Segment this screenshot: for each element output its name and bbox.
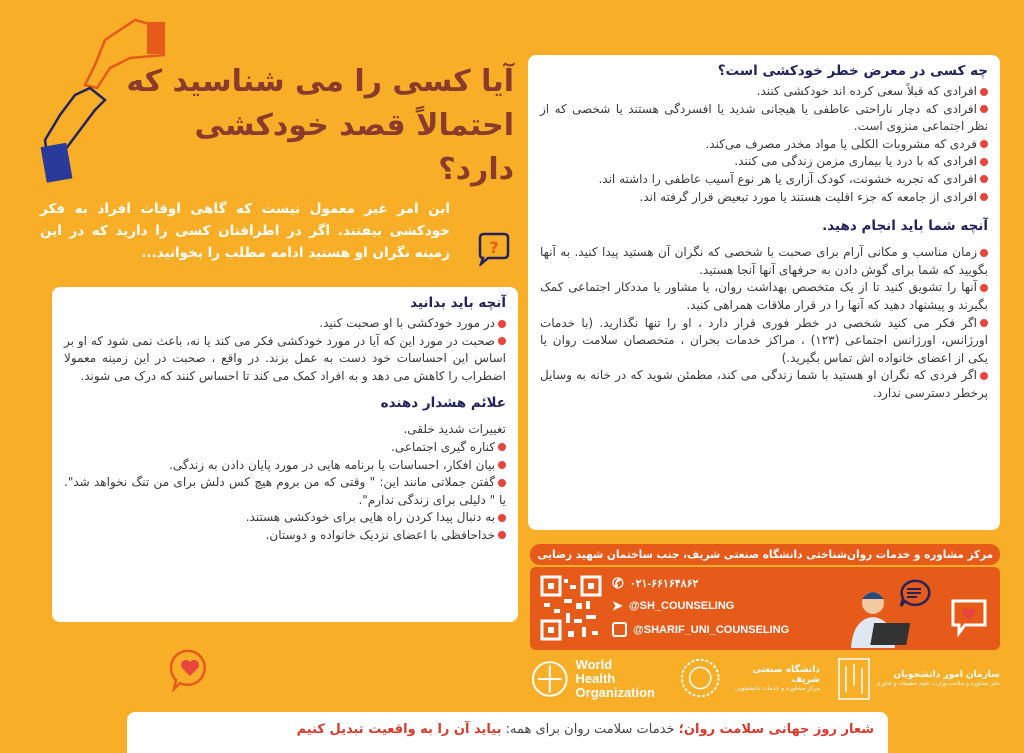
bullet-icon	[498, 320, 506, 328]
list-item: فردی که مشروبات الکلی یا مواد مخدر مصرف می‌کند.	[540, 136, 988, 154]
list-item: افرادی که با درد یا بیماری مزمن زندگی می کنند.	[540, 153, 988, 171]
bullet-icon	[980, 249, 988, 257]
phone-line[interactable]: ✆ ۰۲۱-۶۶۱۶۴۸۶۲	[612, 575, 699, 591]
address-text: مرکز مشاوره و خدمات روان‌شناختی دانشگاه صنعتی شریف، جنب ساختمان شهید رضایی	[537, 547, 993, 561]
title-line-1: آیا کسی را می شناسید که	[126, 64, 514, 99]
telegram-line[interactable]: ➤ @SH_COUNSELING	[612, 598, 735, 613]
bullet-icon	[498, 531, 506, 539]
list-item: آنها را تشویق کنید تا از یک متخصص بهداشت روان، یا مشاور یا مددکار اجتماعی کمک بگیرند و پیشنهاد دهید که آنها را در قرار ملاقات همراهی کنید.	[540, 280, 988, 312]
know-heading: آنچه باید بدانید	[410, 295, 506, 311]
bullet-icon	[498, 443, 506, 451]
bullet-icon	[980, 319, 988, 327]
telegram-icon: ➤	[612, 598, 623, 613]
instagram-icon	[612, 622, 627, 637]
svg-text:?: ?	[489, 238, 499, 257]
sharif-emblem-icon	[680, 657, 720, 699]
bullet-icon	[498, 337, 506, 345]
intro-text: این امر غیر معمول نیست که گاهی اوقات افراد به فکر خودکشی بیفتند. اگر در اطرافتان کسی را دارید که در این زمینه نگران او هستید ادامه مطلب را بخوانید...	[40, 201, 450, 261]
title-line-2: احتمالاً قصد خودکشی دارد؟	[194, 108, 514, 187]
todo-list	[540, 244, 988, 402]
bullet-icon	[980, 193, 988, 201]
know-list	[64, 315, 506, 385]
question-bubble-icon	[476, 232, 510, 266]
list-item: به دنبال پیدا کردن راه هایی برای خودکشی هستند.	[64, 509, 506, 527]
know-and-warning-card	[52, 287, 518, 622]
instagram-line[interactable]: @SHARIF_UNI_COUNSELING	[612, 622, 789, 637]
who-emblem-icon	[530, 659, 570, 699]
counselor-illustration	[835, 573, 995, 648]
student-affairs-emblem-icon	[836, 656, 872, 702]
sharif-logo: دانشگاه صنعتی شریف مرکز مشاوره و خدمات دانشجویی	[680, 655, 820, 701]
page-title	[114, 60, 514, 192]
list-item: اگر فکر می کنید شخصی در خطر فوری قرار دارد ، او را تنها نگذارید. (با خدمات اورژانس، اورژانس اجتماعی (۱۲۳) ، مراکز خدمات بحران ، متخصصان سلامت روان یا یکی از اعضای خانواده اش تماس بگیرید.)	[540, 315, 988, 365]
bullet-icon	[980, 284, 988, 292]
who-logo: World Health Organization	[530, 657, 655, 701]
phone-icon: ✆	[612, 575, 624, 591]
bullet-icon	[980, 372, 988, 380]
bullet-icon	[498, 461, 506, 469]
warning-list	[64, 421, 506, 544]
list-item: افرادی از جامعه که جزء اقلیت هستند یا مورد تبعیض قرار گرفته اند.	[540, 189, 988, 207]
bullet-icon	[980, 175, 988, 183]
slogan-banner: شعار روز جهانی سلامت روان؛ خدمات سلامت روان برای همه: بیاید آن را به واقعیت تبدیل کنیم	[127, 712, 888, 753]
contact-box	[530, 567, 1000, 650]
risk-list	[540, 83, 988, 206]
heart-bubble-icon	[170, 648, 210, 692]
list-item: افرادی که تجربه خشونت، کودک آزاری یا هر نوع آسیب عاطفی را داشته اند.	[540, 171, 988, 189]
risk-heading: چه کسی در معرض خطر خودکشی است؟	[717, 63, 988, 79]
list-item: تغییرات شدید خلقی.	[403, 422, 506, 437]
list-item: کناره گیری اجتماعی.	[64, 439, 506, 457]
address-bar	[530, 544, 1000, 565]
bullet-icon	[980, 140, 988, 148]
bullet-icon	[498, 479, 506, 487]
student-affairs-logo: سازمان امور دانشجویان دفتر مشاوره و سلامت وزارت علوم تحقیقات و فناوری	[835, 655, 1000, 703]
bullet-icon	[980, 105, 988, 113]
list-item: افرادی که قبلاً سعی کرده اند خودکشی کنند.	[540, 83, 988, 101]
list-item: در مورد خودکشی با او صحبت کنید.	[64, 315, 506, 333]
list-item: زمان مناسب و مکانی آرام برای صحبت با شخصی که نگران آن هستید پیدا کنید. به آنها بگویید که شما برای گوش دادن به حرفهای آنها آنجا هستید.	[540, 245, 988, 277]
bullet-icon	[980, 158, 988, 166]
list-item: خداحافظی با اعضای نزدیک خانواده و دوستان.	[64, 527, 506, 545]
bullet-icon	[498, 514, 506, 522]
list-item: بیان افکار، احساسات یا برنامه هایی در مورد پایان دادن به زندگی.	[64, 457, 506, 475]
list-item: صحبت در مورد این که آیا در مورد خودکشی فکر می کند یا نه، باعث نمی شود که او بر اساس این احساسات خود دست به عمل بزند. در واقع ، صحبت در این زمینه معمولا اضطراب را کاهش می دهد و به افراد کمک می کند تا احساس کنند که درک می شوند.	[64, 333, 506, 383]
list-item: گفتن جملاتی مانند این: " وقتی که من بروم هیچ کس دلش برای من تنگ نخواهد شد". یا " دلیلی برای زندگی ندارم".	[64, 475, 506, 507]
warning-heading: علائم هشدار دهنده	[380, 395, 506, 412]
todo-heading: آنچه شما باید انجام دهید.	[822, 218, 988, 235]
list-item: اگر فردی که نگران او هستید با شما زندگی می کند، مطمئن شوید که در خانه به وسایل پرخطر دسترسی ندارد.	[540, 368, 988, 400]
risk-and-action-card	[528, 55, 1000, 530]
qr-code[interactable]	[540, 575, 602, 641]
list-item: افرادی که دچار ناراحتی عاطفی یا هیجانی شدید یا افسردگی هستند یا شخصی که از نظر اجتماعی منزوی است.	[540, 101, 988, 134]
bullet-icon	[980, 88, 988, 96]
